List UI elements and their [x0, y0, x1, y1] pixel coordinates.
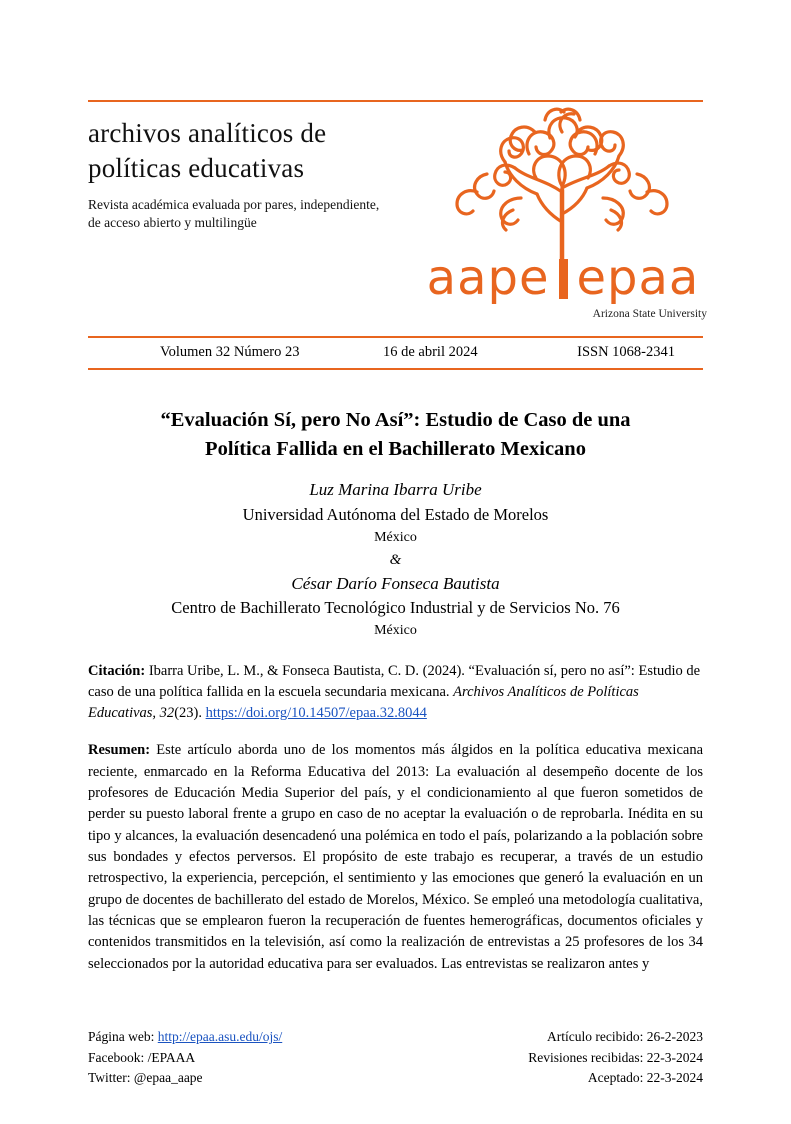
author-name-1: Luz Marina Ibarra Uribe — [309, 480, 482, 500]
citation-journal: Archivos Analíticos de Políticas Educativas, 32 — [88, 684, 639, 722]
author-country-1: México — [374, 529, 417, 545]
author-affiliation-2: Centro de Bachillerato Tecnológico Industrial y de Servicios No. 76 — [171, 598, 620, 618]
citation-issue: (23). — [174, 705, 206, 722]
abstract-block — [88, 740, 703, 974]
university-name: Arizona State University — [592, 308, 707, 320]
footer-right — [528, 1027, 703, 1088]
tree-icon — [417, 102, 707, 272]
logo-epaa: epaa — [576, 250, 700, 306]
footer-received: Artículo recibido: 26-2-2023 — [547, 1029, 703, 1045]
footer-facebook[interactable]: Facebook: /EPAAA — [88, 1049, 196, 1065]
footer-accepted: Aceptado: 22-3-2024 — [587, 1069, 703, 1085]
footer-website-label: Página web: — [88, 1029, 158, 1045]
article-title-line1: “Evaluación Sí, pero No Así”: Estudio de Caso de una — [160, 409, 631, 431]
logo-divider — [559, 259, 568, 299]
author-name-2: César Darío Fonseca Bautista — [291, 573, 500, 593]
citation-text: Ibarra Uribe, L. M., & Fonseca Bautista, C. D. (2024). “Evaluación sí, pero no así”: Estudio de caso de una política fallida en la escuela secundaria mexicana. — [88, 663, 701, 701]
issue-volume: Volumen 32 Número 23 — [160, 344, 300, 360]
issue-issn: ISSN 1068-2341 — [577, 344, 675, 360]
footer-website — [88, 1027, 282, 1047]
footer-revisions: Revisiones recibidas: 22-3-2024 — [528, 1049, 703, 1065]
journal-logo — [417, 102, 707, 324]
page-title — [88, 406, 703, 464]
authors-block — [88, 478, 703, 641]
logo-aape: aape — [426, 250, 550, 306]
citation-label: Citación: — [88, 663, 146, 680]
footer-twitter[interactable]: Twitter: @epaa_aape — [88, 1069, 203, 1085]
journal-subtitle-line1: Revista académica evaluada por pares, independiente, — [88, 197, 380, 213]
masthead — [88, 100, 707, 330]
footer-left — [88, 1027, 282, 1088]
author-separator: & — [389, 551, 402, 568]
citation-doi-link[interactable]: https://doi.org/10.14507/epaa.32.8044 — [205, 705, 427, 722]
article-title-line2: Política Fallida en el Bachillerato Mexicano — [205, 438, 586, 461]
issue-bar — [88, 336, 703, 370]
citation-block — [88, 661, 703, 724]
abstract-label: Resumen: — [88, 742, 151, 759]
footer-website-link[interactable]: http://epaa.asu.edu/ojs/ — [157, 1029, 283, 1045]
journal-subtitle-line2: de acceso abierto y multilingüe — [88, 215, 257, 231]
journal-cover-page — [0, 100, 791, 1124]
abstract-body: Este artículo aborda uno de los momentos más álgidos en la política educativa mexicana reciente, enmarcado en la Reforma Educativa del 2013: La evaluación al desempeño docente de los profesores de Educación Media Superior del país, y el condicionamiento al que fueron sometidos de perder su puesto laboral frente a grupo en caso de no aceptar la evaluación o de reprobarla. Inédita en su tipo y alcances, la evaluación desencadenó una polémica en todo el país, polarizando a la población sobre sus bondades y efectos perversos. El propósito de este trabajo es recuperar, a través de un estudio retrospectivo, la experiencia, percepción, el sentimiento y las emociones que generó la evaluación en un grupo de docentes de bachillerato del estado de Morelos, México. Se empleó una metodología cualitativa, las técnicas que se emplearon fueron la recuperación de fuentes hemerográficas, documentos oficiales y contenidos transmitidos en la televisión, así como la realización de entrevistas a 25 profesores de los 34 seleccionados por la autoridad educativa para ser evaluados. Las entrevistas se realizaron antes y — [88, 742, 703, 972]
issue-date: 16 de abril 2024 — [382, 344, 478, 360]
journal-subtitle — [88, 196, 428, 232]
logo-wordmark — [423, 250, 703, 306]
journal-title-line1: archivos analíticos de — [88, 118, 327, 148]
author-affiliation-1: Universidad Autónoma del Estado de Morelos — [242, 504, 549, 524]
author-country-2: México — [374, 623, 417, 639]
footer — [88, 1027, 703, 1088]
journal-title-line2: políticas educativas — [88, 153, 305, 184]
